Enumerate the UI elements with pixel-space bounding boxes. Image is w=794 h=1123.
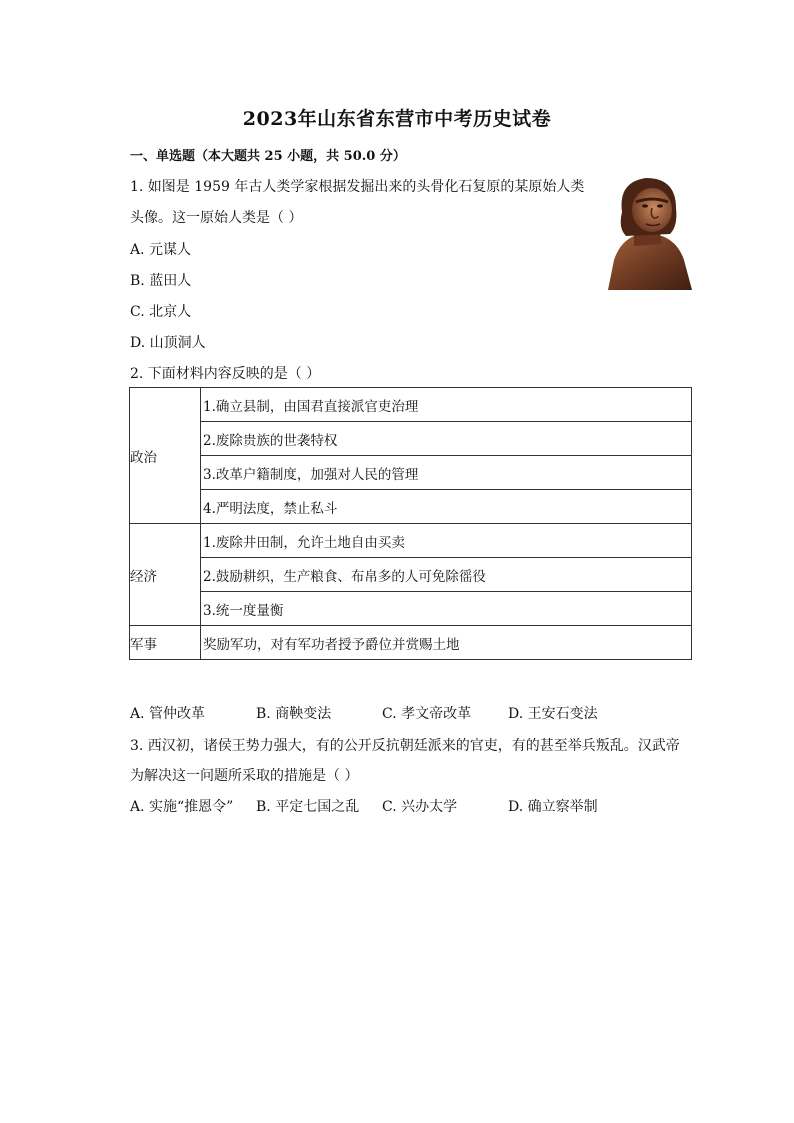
q3-option-d: D. 确立察举制 bbox=[508, 799, 598, 815]
q1-option-d: D. 山顶洞人 bbox=[130, 335, 206, 351]
q2-stem: 2. 下面材料内容反映的是（ ） bbox=[130, 366, 321, 382]
table-cell: 奖励军功，对有军功者授予爵位并赏赐土地 bbox=[201, 626, 692, 660]
table-row bbox=[130, 388, 692, 422]
table-row bbox=[130, 490, 692, 524]
category-economy: 经济 bbox=[130, 524, 201, 626]
table-row bbox=[130, 592, 692, 626]
q2-option-c: C. 孝文帝改革 bbox=[382, 706, 472, 722]
q1-stem-line2: 头像。这一原始人类是（ ） bbox=[130, 210, 303, 226]
exam-title: 2023年山东省东营市中考历史试卷 bbox=[242, 108, 552, 130]
q3-stem-line1: 3. 西汉初，诸侯王势力强大，有的公开反抗朝廷派来的官吏，有的甚至举兵叛乱。汉武帝 bbox=[130, 738, 680, 754]
q1-option-a: A. 元谋人 bbox=[130, 242, 192, 258]
q3-option-b: B. 平定七国之乱 bbox=[256, 799, 360, 815]
table-row bbox=[130, 626, 692, 660]
material-table bbox=[129, 387, 692, 660]
table-row bbox=[130, 524, 692, 558]
table-cell: 1.废除井田制，允许土地自由买卖 bbox=[201, 524, 692, 558]
hominid-bust-image bbox=[600, 172, 696, 290]
q2-option-a: A. 管仲改革 bbox=[130, 706, 206, 722]
category-military: 军事 bbox=[130, 626, 201, 660]
q3-option-c: C. 兴办太学 bbox=[382, 799, 458, 815]
table-row bbox=[130, 456, 692, 490]
table-cell: 1.确立县制，由国君直接派官吏治理 bbox=[201, 388, 692, 422]
q1-option-b: B. 蓝田人 bbox=[130, 273, 192, 289]
table-cell: 2.废除贵族的世袭特权 bbox=[201, 422, 692, 456]
section-heading: 一、单选题（本大题共 25 小题，共 50.0 分） bbox=[130, 149, 406, 164]
table-cell: 3.统一度量衡 bbox=[201, 592, 692, 626]
q1-stem-line1: 1. 如图是 1959 年古人类学家根据发掘出来的头骨化石复原的某原始人类 bbox=[130, 179, 585, 195]
table-cell: 2.鼓励耕织，生产粮食、布帛多的人可免除徭役 bbox=[201, 558, 692, 592]
table-row bbox=[130, 422, 692, 456]
table-cell: 3.改革户籍制度，加强对人民的管理 bbox=[201, 456, 692, 490]
q3-stem-line2: 为解决这一问题所采取的措施是（ ） bbox=[130, 768, 359, 784]
q2-option-d: D. 王安石变法 bbox=[508, 706, 598, 722]
q3-option-a: A. 实施“推恩令” bbox=[130, 799, 234, 815]
table-cell: 4.严明法度，禁止私斗 bbox=[201, 490, 692, 524]
q1-option-c: C. 北京人 bbox=[130, 304, 192, 320]
category-politics: 政治 bbox=[130, 388, 201, 524]
table-row bbox=[130, 558, 692, 592]
q2-option-b: B. 商鞅变法 bbox=[256, 706, 332, 722]
